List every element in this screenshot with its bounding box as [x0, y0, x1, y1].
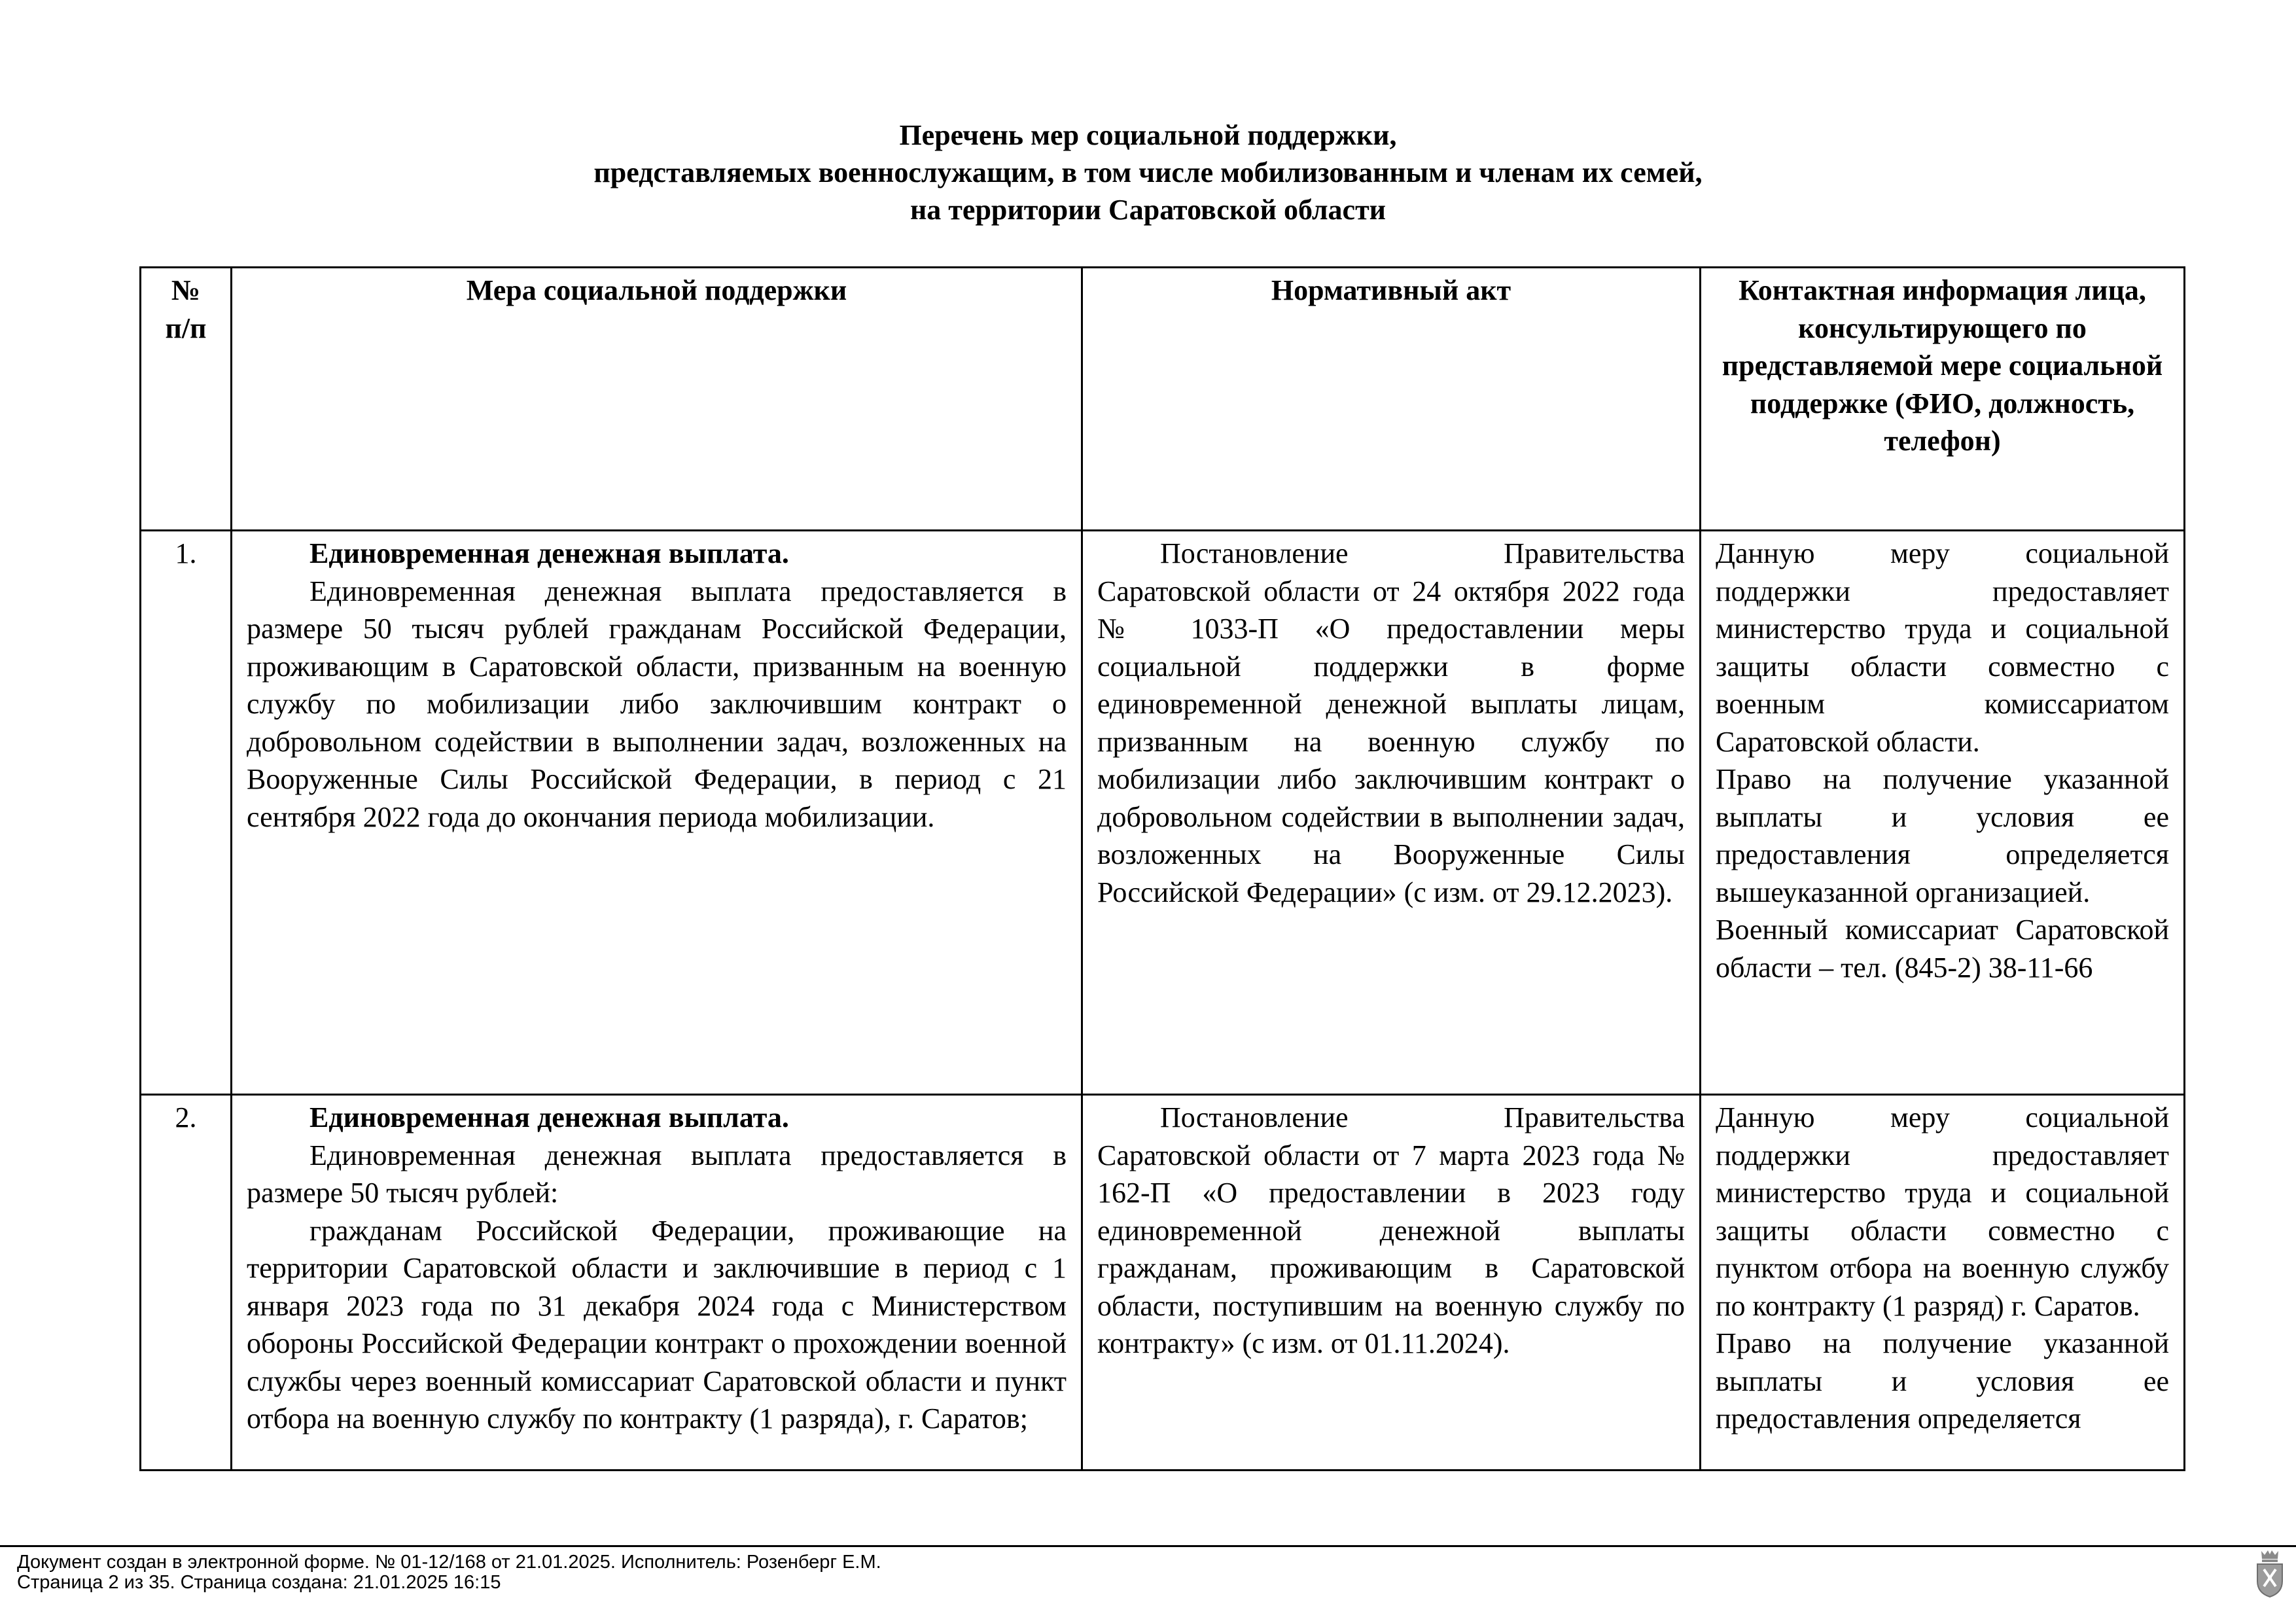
page-title-line-2: представляемых военнослужащим, в том числе мобилизованным и членам их семей, [593, 156, 1703, 188]
contact-cell [1701, 531, 2185, 1095]
contact-cell [1701, 1095, 2185, 1471]
footer-line-2: Страница 2 из 35. Страница создана: 21.01.2025 16:15 [17, 1572, 501, 1593]
table-row [141, 531, 2185, 1095]
footer-line-1: Документ создан в электронной форме. № 01-12/168 от 21.01.2025. Исполнитель: Розенберг Е.М. [17, 1552, 881, 1573]
contact-paragraph: Право на получение указанной выплаты и условия ее предоставления определяется [1716, 1327, 2169, 1435]
measure-cell [232, 531, 1082, 1095]
page-title [0, 116, 2296, 228]
contact-paragraph: Данную меру социальной поддержки предоставляет министерство труда и социальной защиты области совместно с военным комиссариатом Саратовской области. [1716, 537, 2169, 758]
measure-paragraph: гражданам Российской Федерации, проживающие на территории Саратовской области и заключившие в период с 1 января 2023 года по 31 декабря 2024 года с Министерством обороны Российской Федерации контракт о прохождении военной службы через военный комиссариат Саратовской области и пункт отбора на военную службу по контракту (1 разряда), г. Саратов; [247, 1214, 1067, 1435]
header-contact: Контактная информация лица, консультирующего по представляемой мере социальной поддержке (ФИО, должность, телефон) [1701, 268, 2185, 531]
act-text: Постановление Правительства Саратовской области от 24 октября 2022 года № 1033-П «О предоставлении меры социальной поддержки в форме единовременной денежной выплаты лицам, призванным на военную службу по мобилизации либо заключившим контракт о добровольном содействии в выполнении задач, возложенных на Вооруженные Силы Российской Федерации» (с изм. от 29.12.2023). [1097, 537, 1685, 908]
contact-paragraph: Данную меру социальной поддержки предоставляет министерство труда и социальной защиты области совместно с пунктом отбора на военную службу по контракту (1 разряд) г. Саратов. [1716, 1101, 2169, 1322]
measure-title: Единовременная денежная выплата. [309, 1101, 789, 1133]
measure-paragraph: Единовременная денежная выплата предоставляется в размере 50 тысяч рублей: [247, 1139, 1067, 1209]
footer-divider [0, 1545, 2296, 1547]
footer [17, 1552, 881, 1593]
table-row [141, 1095, 2185, 1471]
contact-paragraph: Военный комиссариат Саратовской области – тел. (845-2) 38-11-66 [1716, 914, 2169, 984]
act-cell [1082, 531, 1701, 1095]
act-cell [1082, 1095, 1701, 1471]
measures-table [139, 266, 2185, 1471]
measure-cell [232, 1095, 1082, 1471]
header-num: № п/п [141, 268, 232, 531]
header-act: Нормативный акт [1082, 268, 1701, 531]
header-measure: Мера социальной поддержки [232, 268, 1082, 531]
coat-of-arms-icon [2255, 1548, 2285, 1598]
table-header-row [141, 268, 2185, 531]
row-number: 1. [141, 531, 232, 1095]
contact-paragraph: Право на получение указанной выплаты и условия ее предоставления определяется вышеуказанной организацией. [1716, 763, 2169, 908]
act-text: Постановление Правительства Саратовской области от 7 марта 2023 года № 162-П «О предоставлении в 2023 году единовременной денежной выплаты гражданам, проживающим в Саратовской области, поступившим на военную службу по контракту» (с изм. от 01.11.2024). [1097, 1101, 1685, 1359]
page-title-line-3: на территории Саратовской области [910, 194, 1386, 226]
row-number: 2. [141, 1095, 232, 1471]
measure-title: Единовременная денежная выплата. [309, 537, 789, 569]
page-title-line-1: Перечень мер социальной поддержки, [899, 119, 1397, 151]
measure-paragraph: Единовременная денежная выплата предоставляется в размере 50 тысяч рублей гражданам Российской Федерации, проживающим в Саратовской области, призванным на военную службу по мобилизации либо заключившим контракт о добровольном содействии в выполнении задач, возложенных на Вооруженные Силы Российской Федерации, в период с 21 сентября 2022 года до окончания периода мобилизации. [247, 575, 1067, 833]
